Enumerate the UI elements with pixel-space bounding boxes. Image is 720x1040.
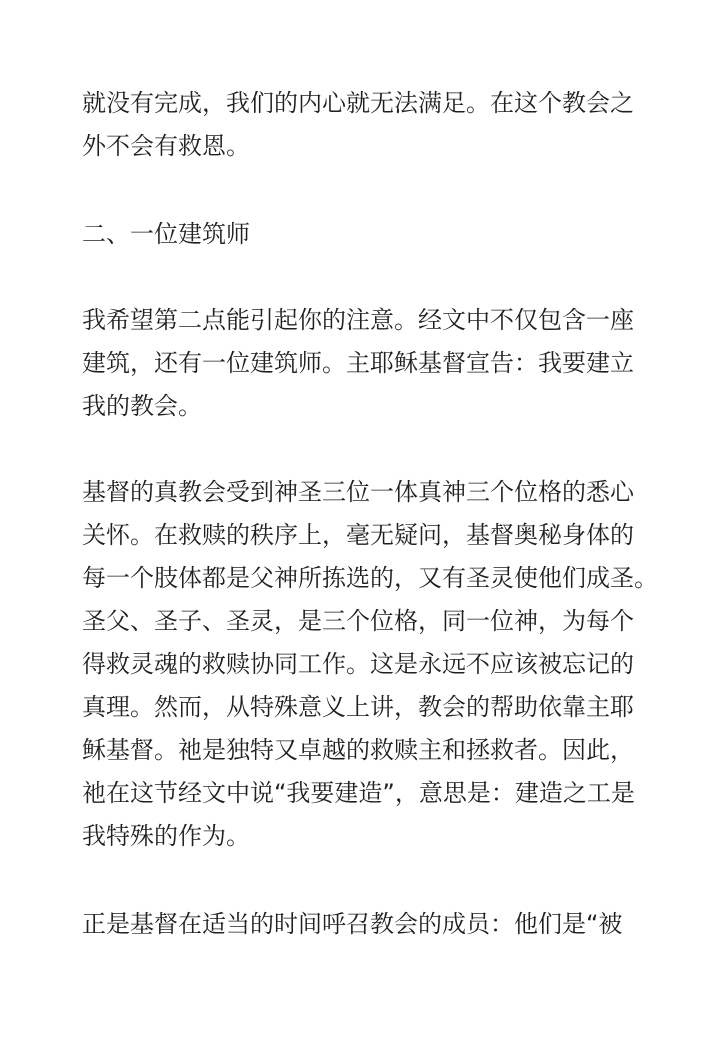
text-line: 外不会有救恩。: [82, 132, 250, 160]
text-line: 真理。然而，从特殊意义上讲，教会的帮助依靠主耶: [82, 693, 634, 721]
text-line: 圣父、圣子、圣灵，是三个位格，同一位神，为每个: [82, 607, 634, 635]
paragraph-3: [82, 471, 682, 858]
section-heading: [82, 213, 682, 256]
text-line: 基督的真教会受到神圣三位一体真神三个位格的悉心: [82, 478, 634, 506]
text-line: 建筑，还有一位建筑师。主耶稣基督宣告：我要建立: [82, 349, 634, 377]
text-line: 正是基督在适当的时间呼召教会的成员：他们是“被: [82, 910, 623, 938]
paragraph-4: [82, 903, 682, 946]
text-line: 祂在这节经文中说“我要建造”，意思是：建造之工是: [82, 779, 635, 807]
text-line: 我的教会。: [82, 392, 202, 420]
text-line: 二、一位建筑师: [82, 220, 250, 248]
paragraph-2: [82, 299, 682, 428]
text-line: 就没有完成，我们的内心就无法满足。在这个教会之: [82, 89, 634, 117]
text-line: 得救灵魂的救赎协同工作。这是永远不应该被忘记的: [82, 650, 634, 678]
text-line: 稣基督。祂是独特又卓越的救赎主和拯救者。因此，: [82, 736, 634, 764]
text-line: 关怀。在救赎的秩序上，毫无疑问，基督奥秘身体的: [82, 521, 634, 549]
text-line: 每一个肢体都是父神所拣选的，又有圣灵使他们成圣。: [82, 564, 658, 592]
text-line: 我特殊的作为。: [82, 822, 250, 850]
paragraph-1: [82, 82, 682, 168]
text-line: 我希望第二点能引起你的注意。经文中不仅包含一座: [82, 306, 634, 334]
